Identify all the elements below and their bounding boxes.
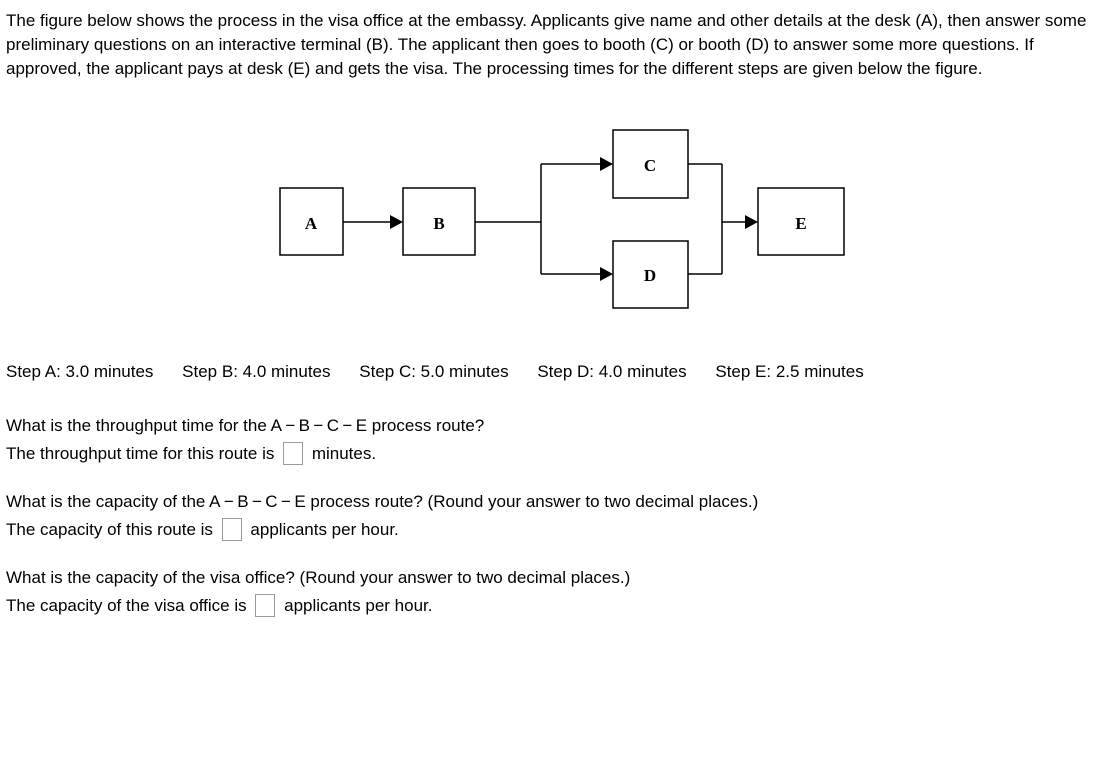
box-c-label: C [643,156,657,175]
question-office-capacity [6,564,630,620]
office-capacity-input[interactable] [255,594,275,617]
step-times [6,360,888,384]
question-route-capacity [6,488,758,544]
throughput-time-input[interactable] [283,442,303,465]
question-text: What is the capacity of the A − B − C − E process route? (Round your answer to two decimal places.) [6,492,759,511]
arrowhead-c [600,157,613,171]
step-c-time: Step C: 5.0 minutes [359,362,509,381]
answer-suffix: applicants per hour. [250,520,399,539]
question-text: What is the capacity of the visa office? (Round your answer to two decimal places.) [6,568,631,587]
step-e-time: Step E: 2.5 minutes [715,362,864,381]
answer-line [6,516,758,544]
answer-prefix: The capacity of the visa office is [6,596,247,615]
intro-text: The figure below shows the process in the visa office at the embassy. Applicants give name and other details at the desk (A), then answer some preliminary questions on an interactive terminal (B). The applicant then goes to booth (C) or booth (D) to answer some more questions. If approved, the applicant pays at desk (E) and gets the visa. The processing times for the different steps are given below the figure. [6,11,1087,78]
arrowhead-d [600,267,613,281]
route-capacity-input[interactable] [222,518,242,541]
step-d-time: Step D: 4.0 minutes [537,362,687,381]
answer-line [6,440,484,468]
step-b-time: Step B: 4.0 minutes [182,362,331,381]
arrowhead-e [745,215,758,229]
question-text: What is the throughput time for the A − B − C − E process route? [6,416,485,435]
answer-line [6,592,630,620]
question-throughput-time [6,412,484,468]
box-e-label: E [795,214,807,233]
box-b-label: B [433,214,445,233]
answer-prefix: The throughput time for this route is [6,444,275,463]
box-a-label: A [304,214,318,233]
answer-prefix: The capacity of this route is [6,520,213,539]
arrowhead-a-b [390,215,403,229]
box-d-label: D [643,266,657,285]
process-flow-diagram [0,0,1098,340]
answer-suffix: minutes. [311,444,377,463]
step-a-time: Step A: 3.0 minutes [6,362,154,381]
answer-suffix: applicants per hour. [284,596,433,615]
